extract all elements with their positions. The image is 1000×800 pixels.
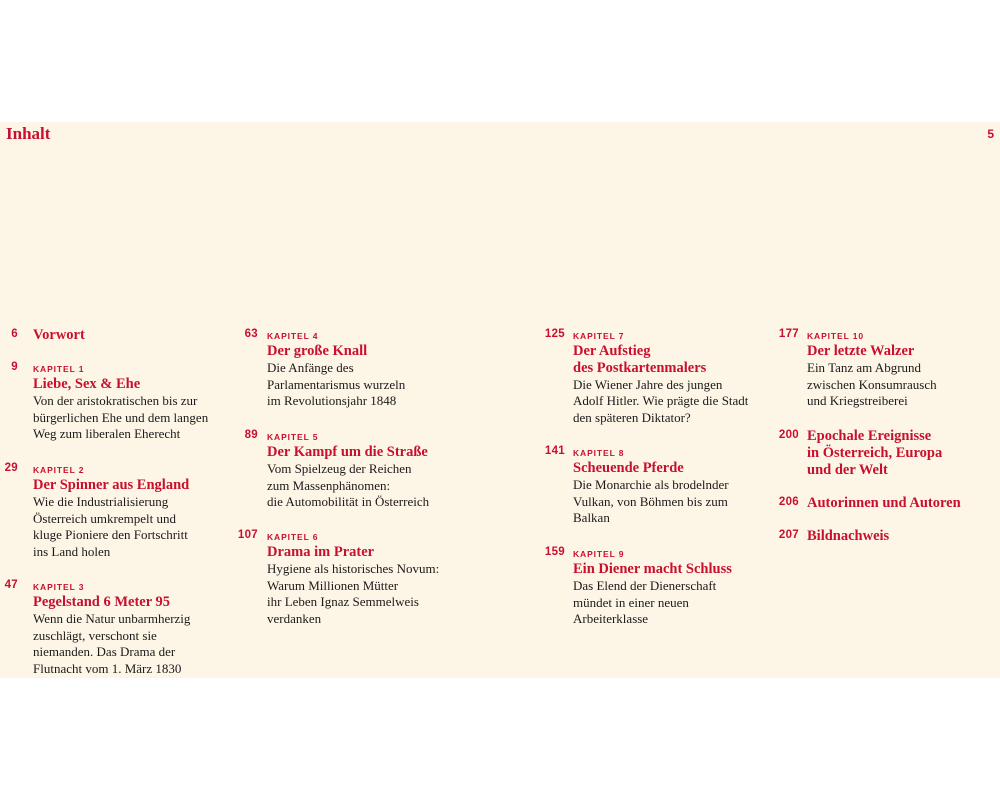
- chapter-description-line: und Kriegstreiberei: [807, 393, 908, 409]
- chapter-title-line: Ein Diener macht Schluss: [573, 561, 732, 577]
- chapter-description-line: Wenn die Natur unbarmherzig: [33, 610, 191, 626]
- chapter-label: KAPITEL 6: [267, 532, 319, 542]
- chapter-description: [267, 461, 429, 511]
- chapter-description: [33, 393, 208, 443]
- chapter-title[interactable]: [267, 544, 439, 561]
- chapter-description-line: ins Land holen: [33, 544, 111, 560]
- chapter-description-line: zuschlägt, verschont sie: [33, 627, 157, 643]
- chapter-description-line: Flutnacht vom 1. März 1830: [33, 661, 182, 677]
- chapter-title-line: Bildnachweis: [807, 528, 890, 544]
- page-title: Inhalt: [6, 124, 51, 143]
- chapter-description-line: Die Wiener Jahre des jungen: [573, 376, 723, 392]
- page-reference: 141: [544, 445, 565, 457]
- chapter-description-line: Von der aristokratischen bis zur: [33, 392, 198, 408]
- chapter-label: KAPITEL 9: [573, 549, 625, 559]
- chapter-title-line: Liebe, Sex & Ehe: [33, 376, 141, 392]
- chapter-description-line: zwischen Konsumrausch: [807, 376, 937, 392]
- chapter-title[interactable]: [807, 528, 889, 545]
- chapter-title[interactable]: [573, 343, 748, 377]
- chapter-label: KAPITEL 7: [573, 331, 625, 341]
- page-reference: 47: [4, 579, 18, 591]
- page-reference: 159: [544, 546, 565, 558]
- chapter-description-line: Vulkan, von Böhmen bis zum: [573, 493, 728, 509]
- chapter-title[interactable]: [33, 376, 208, 393]
- chapter-title[interactable]: [807, 495, 961, 512]
- page-reference: 207: [778, 529, 799, 541]
- chapter-description-line: Die Anfänge des: [267, 359, 354, 375]
- chapter-description-line: verdanken: [267, 611, 322, 627]
- chapter-title-line: des Postkartenmalers: [573, 359, 707, 376]
- chapter-title[interactable]: [807, 428, 942, 478]
- chapter-description-line: niemanden. Das Drama der: [33, 644, 176, 660]
- chapter-description-line: Weg zum liberalen Eherecht: [33, 426, 181, 442]
- chapter-description: [33, 611, 190, 678]
- chapter-title-line: Scheuende Pferde: [573, 460, 684, 476]
- page-reference: 200: [778, 429, 799, 441]
- toc-page: [0, 122, 1000, 678]
- chapter-description: [33, 494, 189, 561]
- chapter-description-line: Wie die Industrialisierung: [33, 493, 169, 509]
- chapter-title-line: Vorwort: [33, 327, 85, 343]
- chapter-title[interactable]: [807, 343, 937, 360]
- page-reference: 125: [544, 328, 565, 340]
- chapter-title-line: Der Spinner aus England: [33, 477, 190, 493]
- chapter-description-line: Balkan: [573, 510, 610, 526]
- chapter-description-line: zum Massenphänomen:: [267, 477, 391, 493]
- chapter-title[interactable]: [573, 561, 732, 578]
- chapter-description: [573, 477, 729, 527]
- chapter-description-line: Ein Tanz am Abgrund: [807, 359, 922, 375]
- chapter-description-line: mündet in einer neuen: [573, 594, 689, 610]
- chapter-description-line: Arbeiterklasse: [573, 611, 649, 627]
- chapter-description-line: Das Elend der Dienerschaft: [573, 577, 717, 593]
- chapter-description: [267, 561, 439, 628]
- chapter-description-line: die Automobilität in Österreich: [267, 494, 430, 510]
- chapter-title-line: Epochale Ereignisse: [807, 428, 932, 444]
- chapter-label: KAPITEL 4: [267, 331, 319, 341]
- chapter-title-line: Der letzte Walzer: [807, 343, 915, 359]
- chapter-description-line: kluge Pioniere den Fortschritt: [33, 527, 188, 543]
- chapter-description-line: Adolf Hitler. Wie prägte die Stadt: [573, 393, 749, 409]
- chapter-title[interactable]: [267, 343, 405, 360]
- chapter-description-line: ihr Leben Ignaz Semmelweis: [267, 594, 419, 610]
- chapter-description: [267, 360, 405, 410]
- page-number: 5: [987, 127, 994, 141]
- chapter-description-line: Österreich umkrempelt und: [33, 510, 176, 526]
- chapter-title-line: Pegelstand 6 Meter 95: [33, 594, 171, 610]
- chapter-title[interactable]: [267, 444, 429, 461]
- chapter-label: KAPITEL 10: [807, 331, 865, 341]
- chapter-title-line: Der große Knall: [267, 343, 368, 359]
- chapter-description-line: Vom Spielzeug der Reichen: [267, 460, 412, 476]
- chapter-description: [573, 578, 732, 628]
- chapter-title[interactable]: [573, 460, 729, 477]
- chapter-label: KAPITEL 2: [33, 465, 85, 475]
- chapter-label: KAPITEL 5: [267, 432, 319, 442]
- page-reference: 177: [778, 328, 799, 340]
- chapter-title-line: und der Welt: [807, 461, 888, 478]
- chapter-description: [807, 360, 937, 410]
- chapter-description-line: Hygiene als historisches Novum:: [267, 560, 440, 576]
- chapter-label: KAPITEL 3: [33, 582, 85, 592]
- chapter-label: KAPITEL 8: [573, 448, 625, 458]
- chapter-label: KAPITEL 1: [33, 364, 85, 374]
- page-reference: 6: [11, 328, 18, 340]
- chapter-description-line: den späteren Diktator?: [573, 410, 691, 426]
- chapter-description-line: Warum Millionen Mütter: [267, 577, 399, 593]
- chapter-description-line: Die Monarchie als brodelnder: [573, 476, 729, 492]
- chapter-description: [573, 377, 748, 427]
- chapter-title[interactable]: [33, 477, 189, 494]
- chapter-title-line: in Österreich, Europa: [807, 444, 943, 461]
- page-reference: 206: [778, 496, 799, 508]
- chapter-description-line: Parlamentarismus wurzeln: [267, 376, 406, 392]
- chapter-title-line: Der Aufstieg: [573, 343, 651, 359]
- chapter-title-line: Der Kampf um die Straße: [267, 444, 428, 460]
- page-reference: 63: [244, 328, 258, 340]
- chapter-title[interactable]: [33, 327, 85, 344]
- chapter-title-line: Autorinnen und Autoren: [807, 495, 961, 511]
- page-reference: 89: [244, 429, 258, 441]
- chapter-title[interactable]: [33, 594, 190, 611]
- chapter-title-line: Drama im Prater: [267, 544, 375, 560]
- page-reference: 9: [11, 361, 18, 373]
- page-reference: 107: [237, 529, 258, 541]
- chapter-description-line: im Revolutionsjahr 1848: [267, 393, 397, 409]
- page-reference: 29: [4, 462, 18, 474]
- chapter-description-line: bürgerlichen Ehe und dem langen: [33, 409, 209, 425]
